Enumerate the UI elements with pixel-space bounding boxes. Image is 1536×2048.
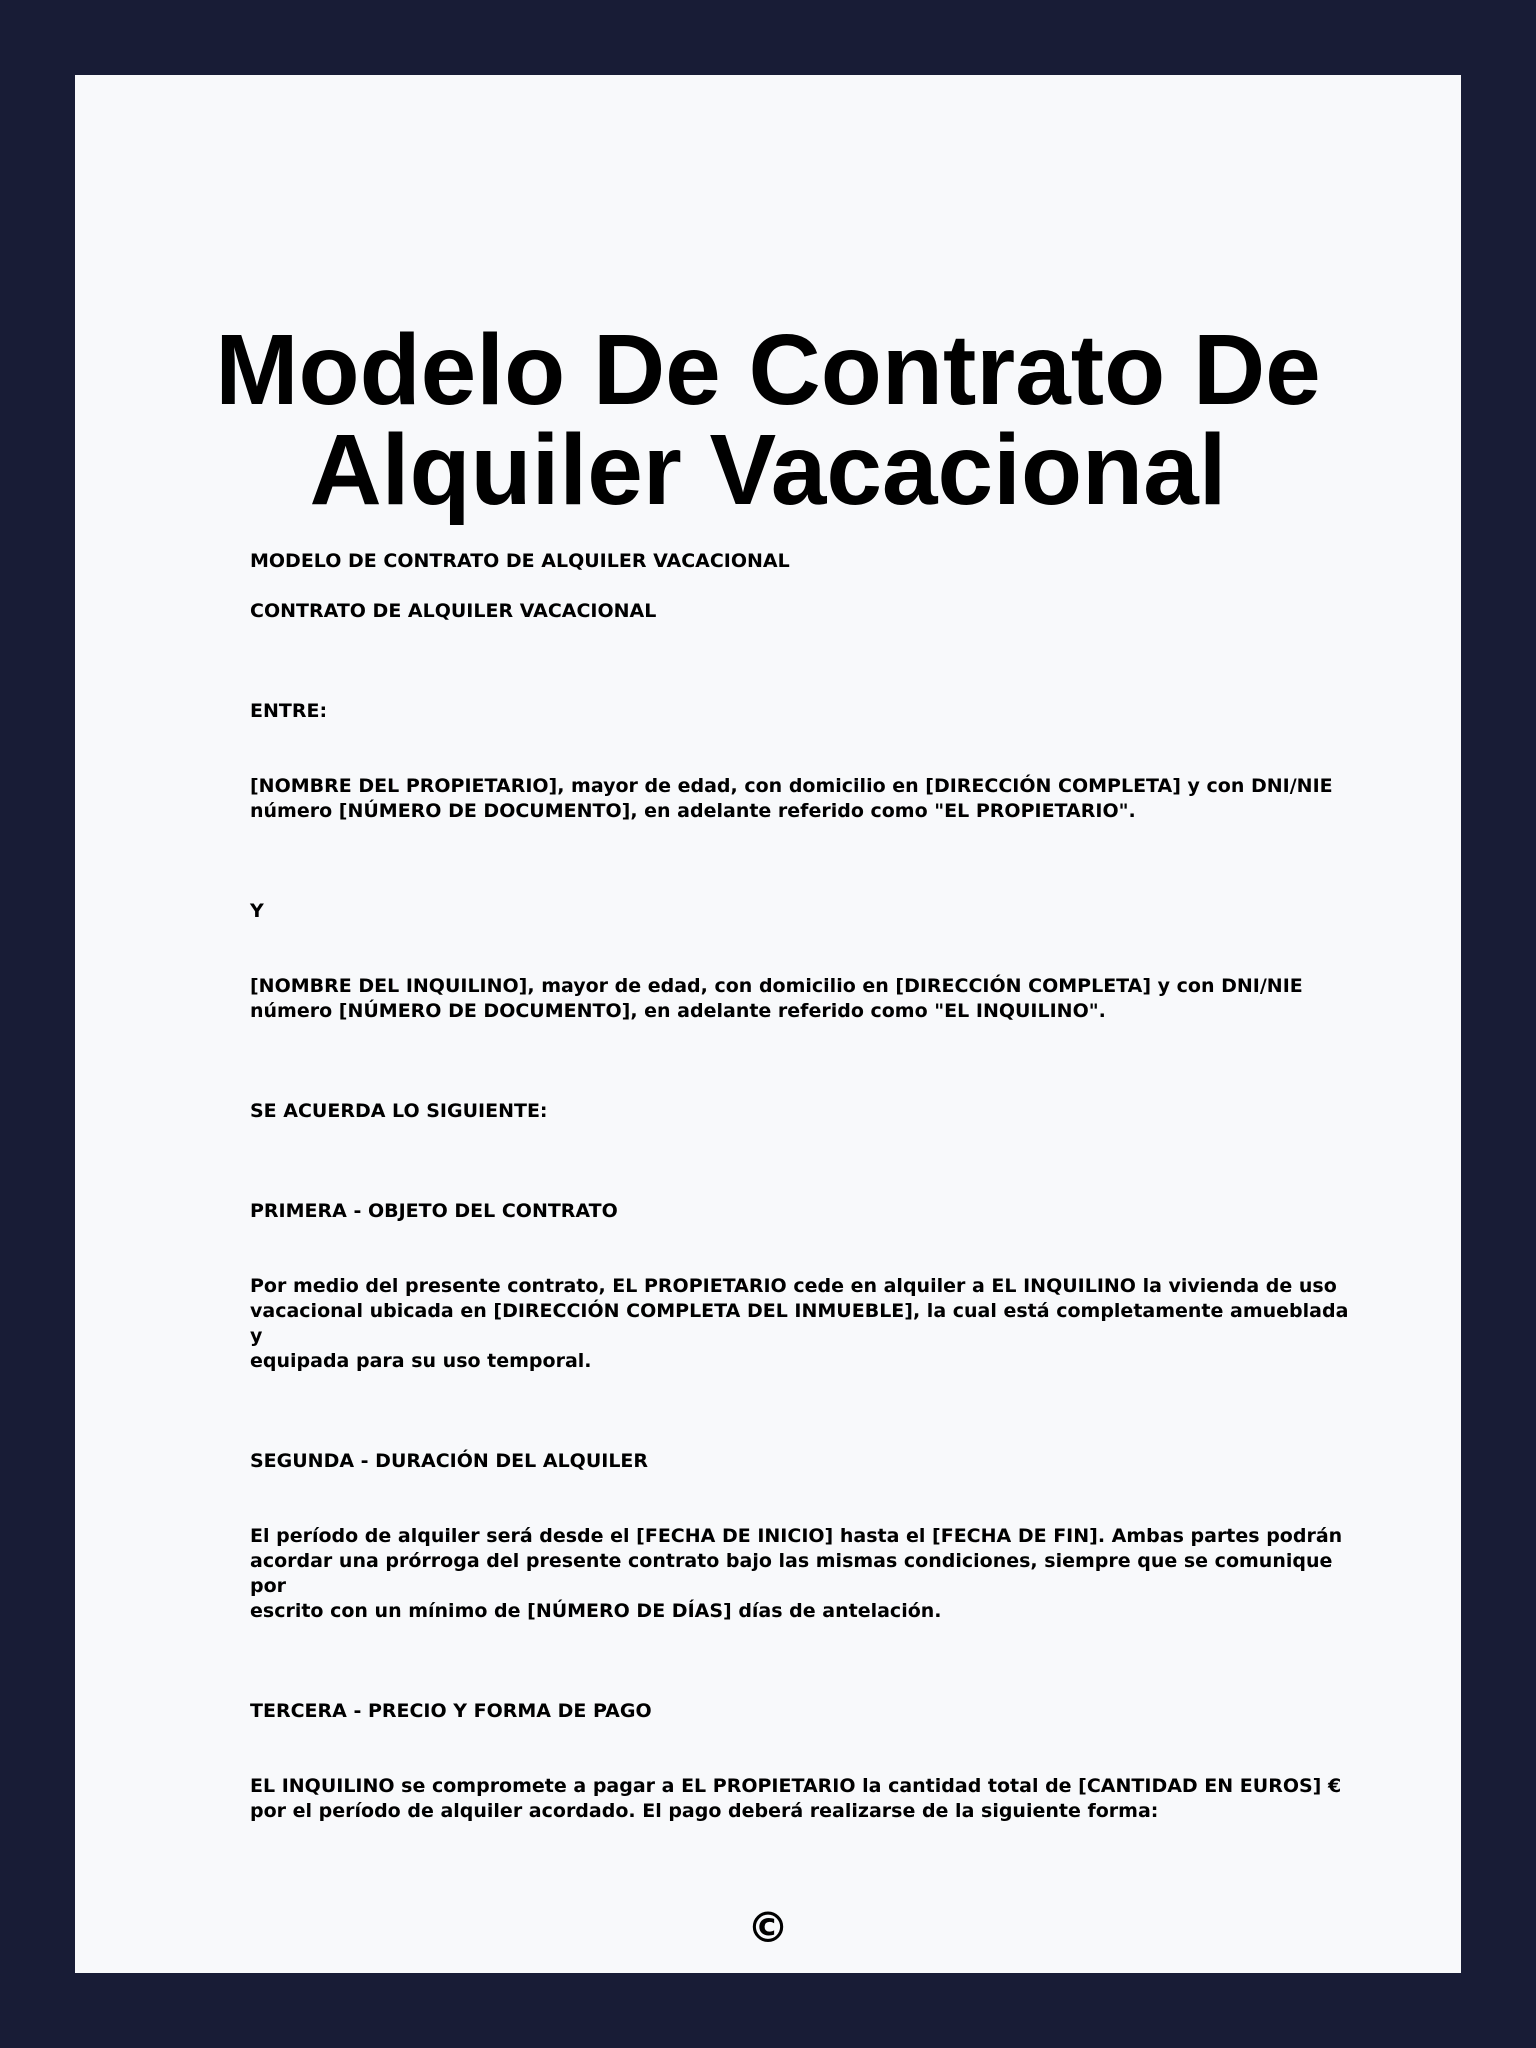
clause-body-third: EL INQUILINO se compromete a pagar a EL PROPIETARIO la cantidad total de [CANTIDAD EN EUROS] € por el período de alquiler acordado. El pago deberá realizarse de la siguiente forma: <box>250 1775 1342 1822</box>
document-page <box>75 75 1461 1973</box>
copyright-icon: © <box>747 1903 789 1952</box>
paragraph-contract-heading: CONTRATO DE ALQUILER VACACIONAL <box>250 600 657 622</box>
document-body <box>250 549 1350 1849</box>
clause-body-first: Por medio del presente contrato, EL PROPIETARIO cede en alquiler a EL INQUILINO la vivienda de uso vacacional ubicada en [DIRECCIÓN COMPLETA DEL INMUEBLE], la cual está completamente amueblada y equipada para su uso temporal. <box>250 1275 1349 1372</box>
paragraph-owner: [NOMBRE DEL PROPIETARIO], mayor de edad, con domicilio en [DIRECCIÓN COMPLETA] y con DNI/NIE número [NÚMERO DE DOCUMENTO], en adelante referido como "EL PROPIETARIO". <box>250 775 1333 822</box>
paragraph-and: Y <box>250 900 264 922</box>
paragraph-tenant: [NOMBRE DEL INQUILINO], mayor de edad, con domicilio en [DIRECCIÓN COMPLETA] y con DNI/NIE número [NÚMERO DE DOCUMENTO], en adelante referido como "EL INQUILINO". <box>250 975 1303 1022</box>
clause-heading-third: TERCERA - PRECIO Y FORMA DE PAGO <box>250 1700 652 1722</box>
document-title: Modelo De Contrato De Alquiler Vacacional <box>215 314 1321 526</box>
clause-heading-second: SEGUNDA - DURACIÓN DEL ALQUILER <box>250 1450 649 1472</box>
paragraph-agreement: SE ACUERDA LO SIGUIENTE: <box>250 1100 548 1122</box>
clause-heading-first: PRIMERA - OBJETO DEL CONTRATO <box>250 1200 618 1222</box>
paragraph-between: ENTRE: <box>250 700 328 722</box>
clause-body-second: El período de alquiler será desde el [FECHA DE INICIO] hasta el [FECHA DE FIN]. Ambas partes podrán acordar una prórroga del presente contrato bajo las mismas condiciones, siempre que se comunique por escrito con un mínimo de [NÚMERO DE DÍAS] días de antelación. <box>250 1525 1343 1622</box>
paragraph-model-heading: MODELO DE CONTRATO DE ALQUILER VACACIONAL <box>250 550 790 572</box>
